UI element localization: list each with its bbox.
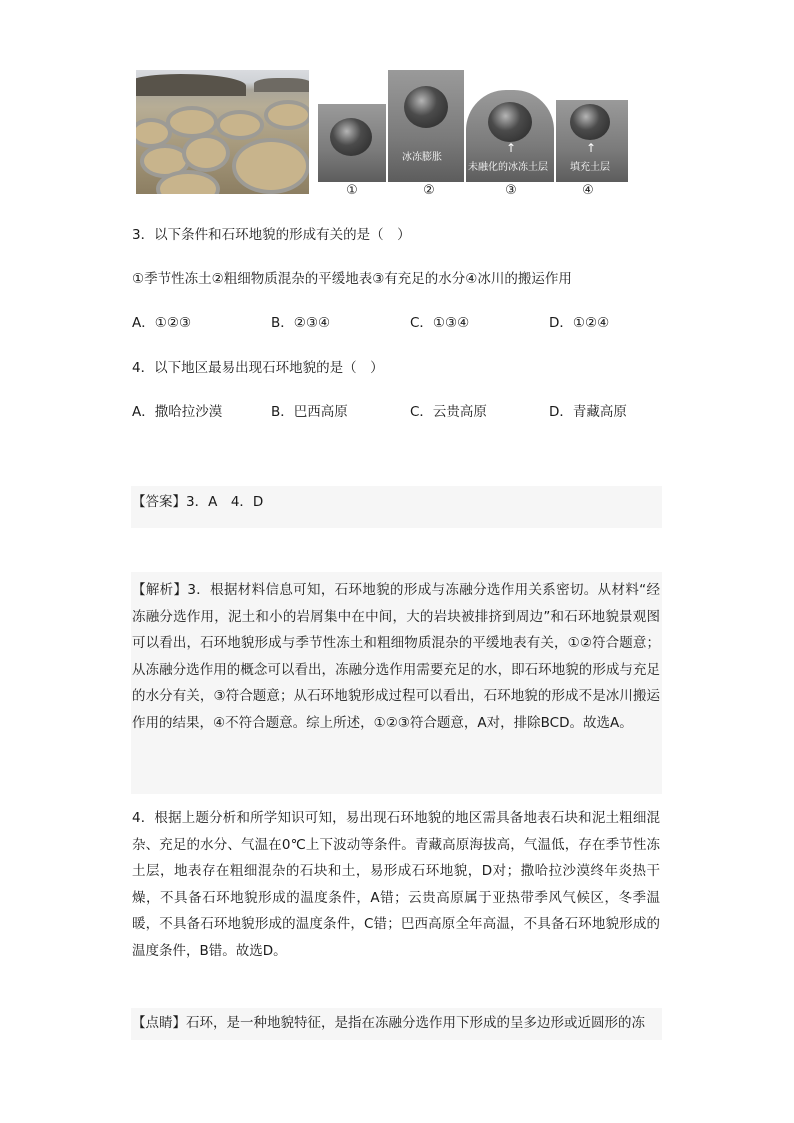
panel-number-1: ①	[346, 183, 358, 198]
panel-label-frost-heave: 冰冻膨胀	[402, 152, 442, 163]
question-3-conditions: ①季节性冻土②粗细物质混杂的平缓地表③有充足的水分④冰川的搬运作用	[132, 271, 572, 287]
answer-line: 【答案】3．A 4．D	[132, 494, 264, 510]
photo-stone-ring	[216, 110, 264, 140]
diagram-stone	[488, 102, 532, 142]
question-4-option-d: D．青藏高原	[549, 404, 627, 420]
diagram-panel-1	[318, 104, 386, 182]
analysis-paragraph-3: 【解析】3．根据材料信息可知，石环地貌的形成与冻融分选作用关系密切。从材料“经冻融分选作用，泥土和小的岩屑集中在中间，大的岩块被排挤到周边”和石环地貌景观图可以看出，石环地貌形成与季节性冻土和粗细物质混杂的平缓地表有关，①②符合题意；从冻融分选作用的概念可以看出，冻融分选作用需要充足的水，即石环地貌的形成与充足的水分有关，③符合题意；从石环地貌形成过程可以看出，石环地貌的形成不是冰川搬运作用的结果，④不符合题意。综上所述，①②③符合题意，A对，排除BCD。故选A。	[132, 582, 660, 731]
question-3-option-c: C．①③④	[410, 315, 470, 331]
diagram-panel-4	[556, 100, 628, 182]
photo-stone-ring	[182, 134, 230, 172]
photo-stone-ring	[232, 138, 309, 194]
diagram-stone	[404, 86, 448, 128]
diagram-panel-2	[388, 70, 464, 182]
diagram-stone	[330, 118, 372, 156]
up-arrow-icon: ↑	[506, 141, 517, 155]
diagram-panel-3	[466, 90, 554, 182]
diagram-stone	[570, 104, 610, 140]
stone-ring-landscape-photo	[136, 70, 309, 194]
question-3-option-a: A．①②③	[132, 315, 192, 331]
panel-label-fill-soil-layer: 填充土层	[570, 162, 610, 173]
question-4-option-b: B．巴西高原	[271, 404, 348, 420]
photo-stone-ring	[166, 106, 218, 138]
panel-number-3: ③	[505, 183, 517, 198]
analysis-paragraph-4: 4．根据上题分析和所学知识可知，易出现石环地貌的地区需具备地表石块和泥土粗细混杂、充足的水分、气温在0℃上下波动等条件。青藏高原海拔高，气温低，存在季节性冻土层，地表存在粗细混杂的石块和土，易形成石环地貌，D对；撒哈拉沙漠终年炎热干燥，不具备石环地貌形成的温度条件，A错；云贵高原属于亚热带季风气候区，冬季温暖，不具备石环地貌形成的温度条件，C错；巴西高原全年高温，不具备石环地貌形成的温度条件，B错。故选D。	[132, 810, 660, 959]
question-3-option-b: B．②③④	[271, 315, 331, 331]
panel-number-4: ④	[582, 183, 594, 198]
question-3-option-d: D．①②④	[549, 315, 610, 331]
panel-number-2: ②	[423, 183, 435, 198]
photo-mountain	[254, 78, 309, 92]
panel-label-unthawed-frozen-layer: 未融化的冰冻土层	[468, 162, 548, 173]
question-3-stem: 3．以下条件和石环地貌的形成有关的是（ ）	[132, 227, 411, 243]
question-4-option-c: C．云贵高原	[410, 404, 487, 420]
up-arrow-icon: ↑	[586, 141, 597, 155]
photo-stone-ring	[264, 100, 309, 130]
question-4-option-a: A．撒哈拉沙漠	[132, 404, 223, 420]
tip-line: 【点睛】石环，是一种地貌特征，是指在冻融分选作用下形成的呈多边形或近圆形的冻	[132, 1015, 645, 1031]
photo-hill	[136, 74, 246, 96]
question-4-stem: 4．以下地区最易出现石环地貌的是（ ）	[132, 360, 384, 376]
stone-ring-formation-diagram	[318, 70, 628, 182]
